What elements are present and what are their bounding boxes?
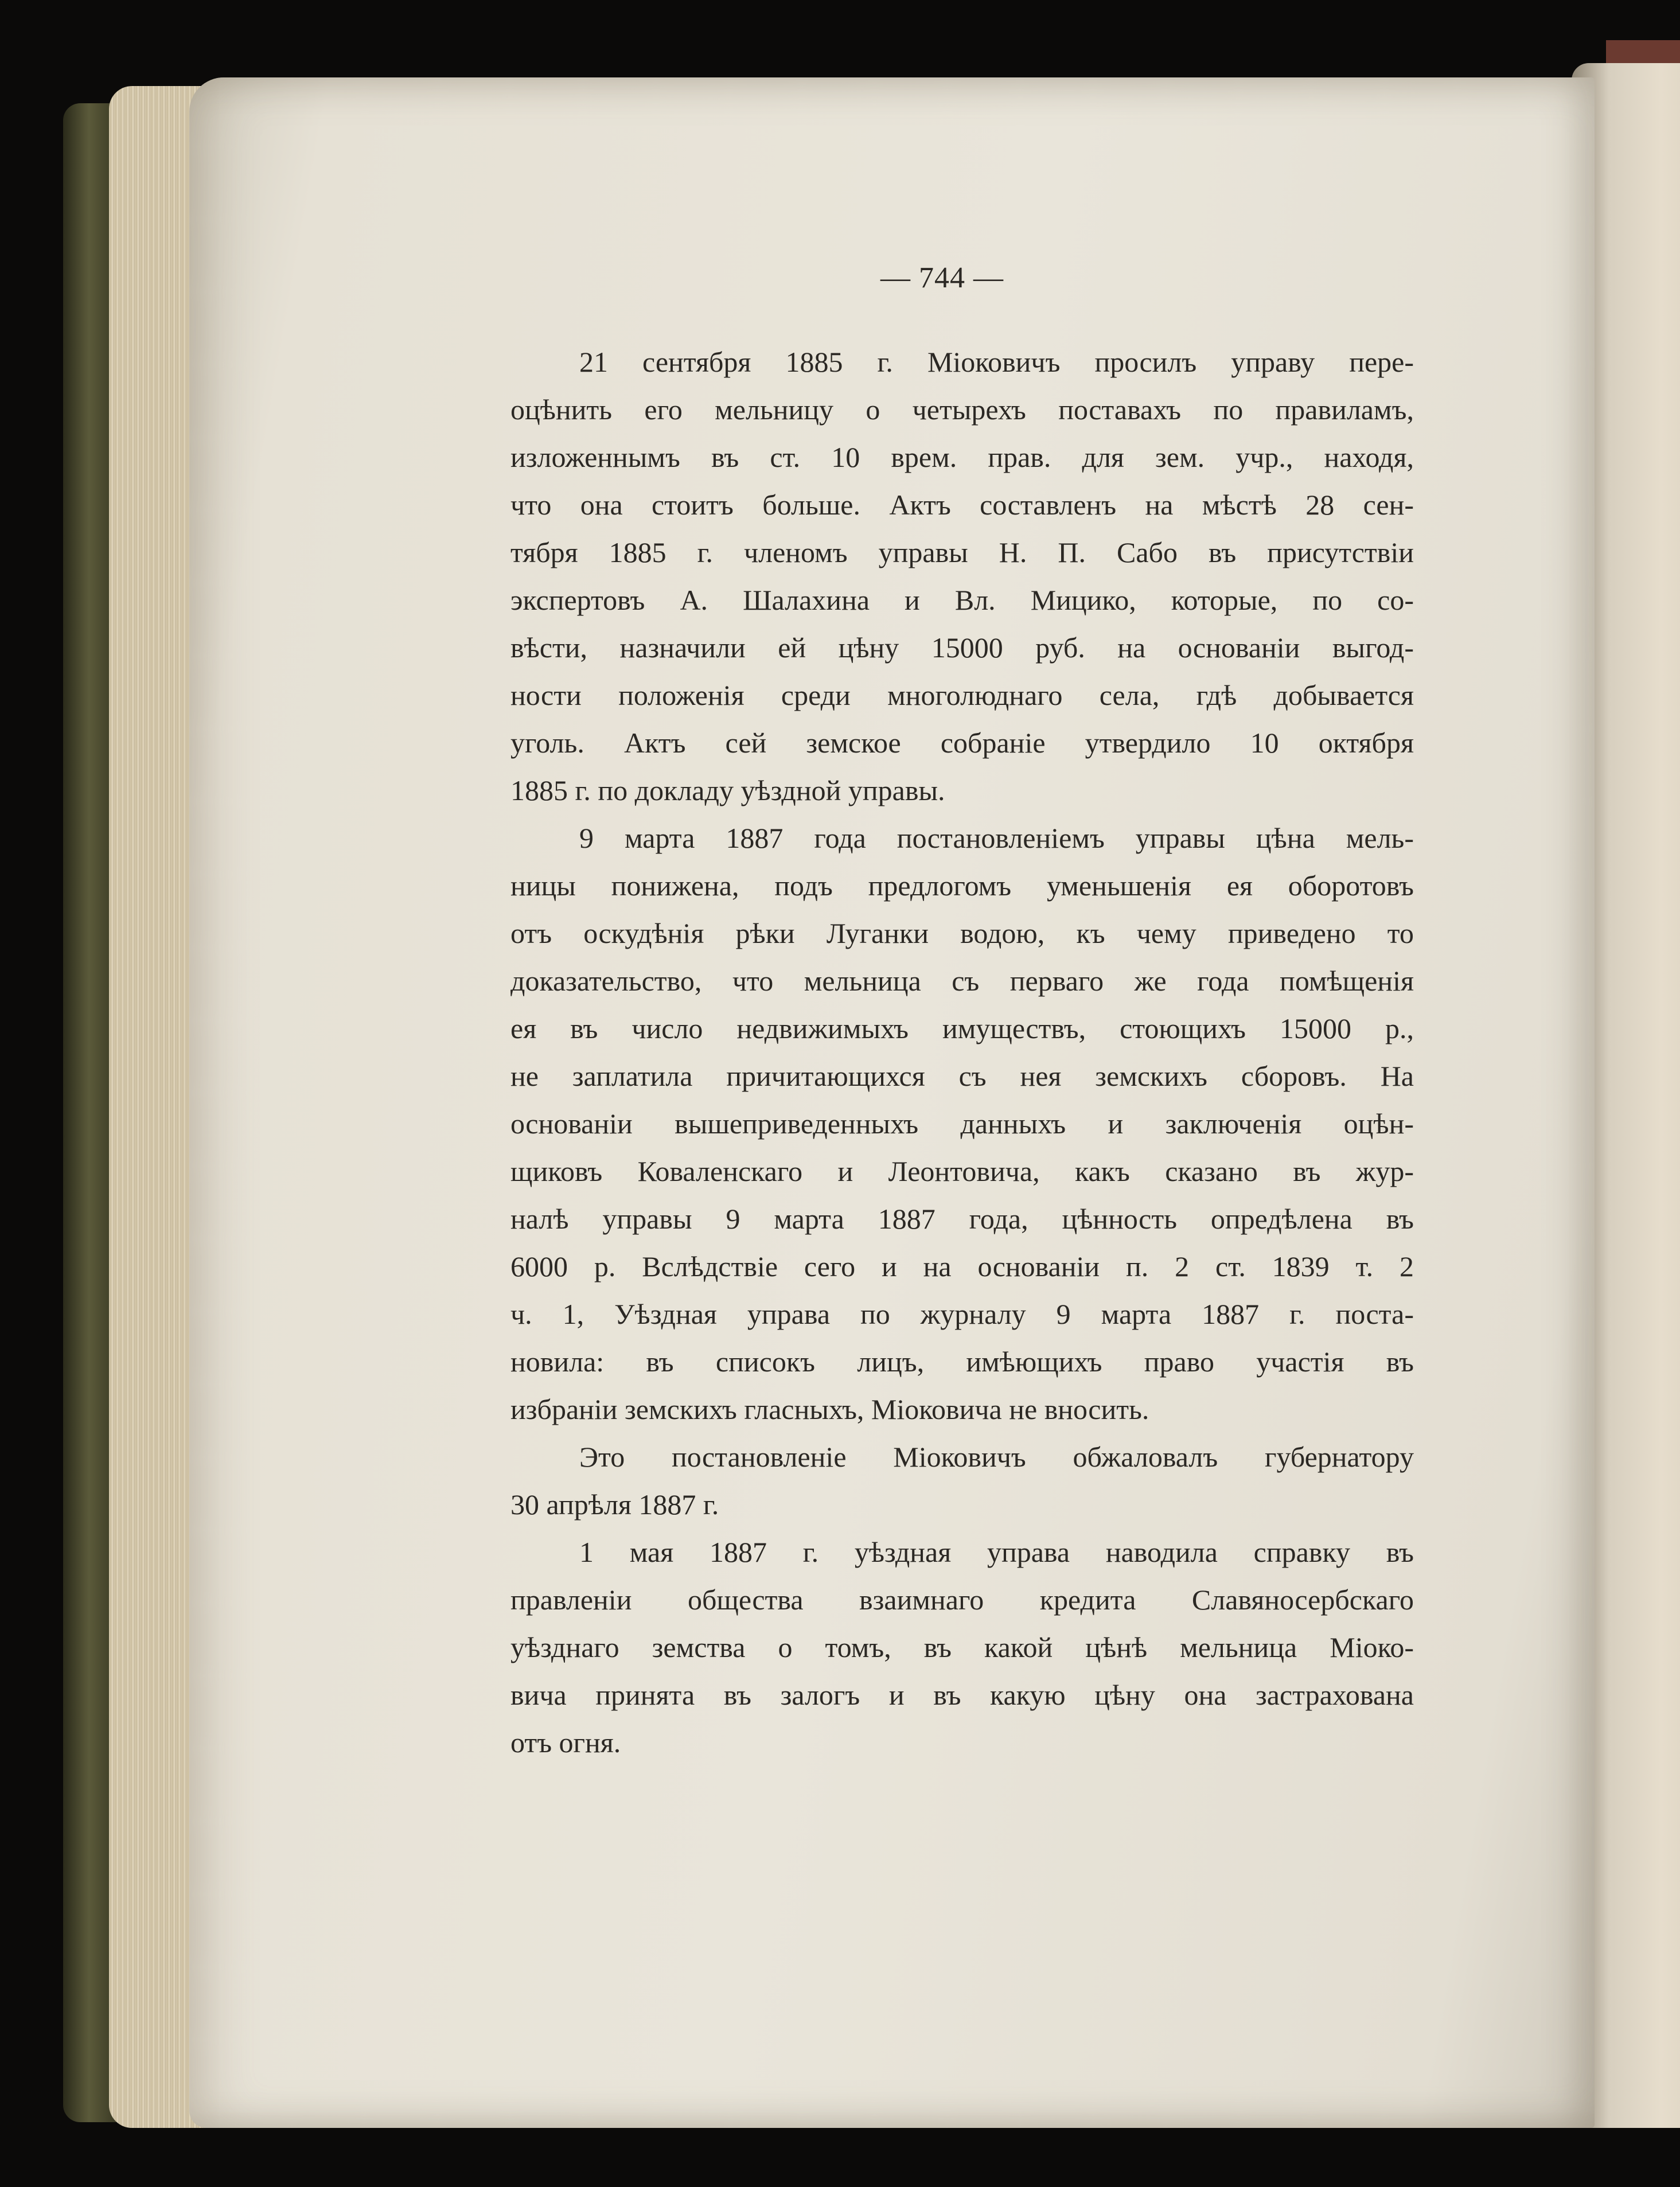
text-line: уголь. Актъ сей земское собраніе утвердило 10 октября [510,727,1414,759]
text-line: Это постановленіе Міоковичъ обжаловалъ губернатору [579,1441,1414,1473]
text-line: 6000 р. Вслѣдствіе сего и на основаніи п. 2 ст. 1839 т. 2 [510,1250,1414,1282]
text-line: избраніи земскихъ гласныхъ, Міоковича не вносить. [510,1393,1149,1425]
text-line: уѣзднаго земства о томъ, въ какой цѣнѣ мельница Міоко- [510,1631,1414,1663]
text-line: тября 1885 г. членомъ управы Н. П. Сабо въ присутствіи [510,536,1414,568]
text-line: вича принята въ залогъ и въ какую цѣну она застрахована [510,1679,1414,1711]
text-line: что она стоитъ больше. Актъ составленъ на мѣстѣ 28 сен- [510,489,1414,521]
text-line: правленіи общества взаимнаго кредита Славяносербскаго [510,1584,1414,1616]
text-line: ницы понижена, подъ предлогомъ уменьшенія ея оборотовъ [510,870,1414,902]
text-line: новила: въ списокъ лицъ, имѣющихъ право участія въ [510,1346,1414,1378]
text-line: основаніи вышеприведенныхъ данныхъ и заключенія оцѣн- [510,1108,1414,1140]
text-line: вѣсти, назначили ей цѣну 15000 руб. на основаніи выгод- [510,631,1414,664]
text-line: 21 сентября 1885 г. Міоковичъ просилъ управу пере- [579,346,1414,378]
text-line: ея въ число недвижимыхъ имуществъ, стоющихъ 15000 р., [510,1012,1414,1044]
text-line: не заплатила причитающихся съ нея земскихъ сборовъ. На [510,1060,1414,1092]
text-line: 1 мая 1887 г. уѣздная управа наводила справку въ [579,1536,1414,1568]
text-line: изложеннымъ въ ст. 10 врем. прав. для зем. учр., находя, [510,441,1414,473]
text-line: оцѣнить его мельницу о четырехъ поставахъ по правиламъ, [510,393,1414,426]
text-line: доказательство, что мельница съ перваго же года помѣщенія [510,965,1414,997]
text-line: налѣ управы 9 марта 1887 года, цѣнность опредѣлена въ [510,1203,1414,1235]
text-line: щиковъ Коваленскаго и Леонтовича, какъ сказано въ жур- [510,1155,1414,1187]
page-number: — 744 — [880,262,1004,294]
text-line: ности положенія среди многолюднаго села, гдѣ добывается [510,679,1414,711]
page-text [510,338,1414,1767]
text-line: 30 апрѣля 1887 г. [510,1488,719,1521]
text-line: экспертовъ А. Шалахина и Вл. Мицико, которые, по со- [510,584,1414,616]
text-line: ч. 1, Уѣздная управа по журналу 9 марта 1887 г. поста- [510,1298,1414,1330]
text-line: отъ оскудѣнія рѣки Луганки водою, къ чему приведено то [510,917,1414,949]
text-line: 1885 г. по докладу уѣздной управы. [510,774,945,806]
text-line: 9 марта 1887 года постановленіемъ управы цѣна мель- [579,822,1414,854]
text-line: отъ огня. [510,1726,621,1759]
